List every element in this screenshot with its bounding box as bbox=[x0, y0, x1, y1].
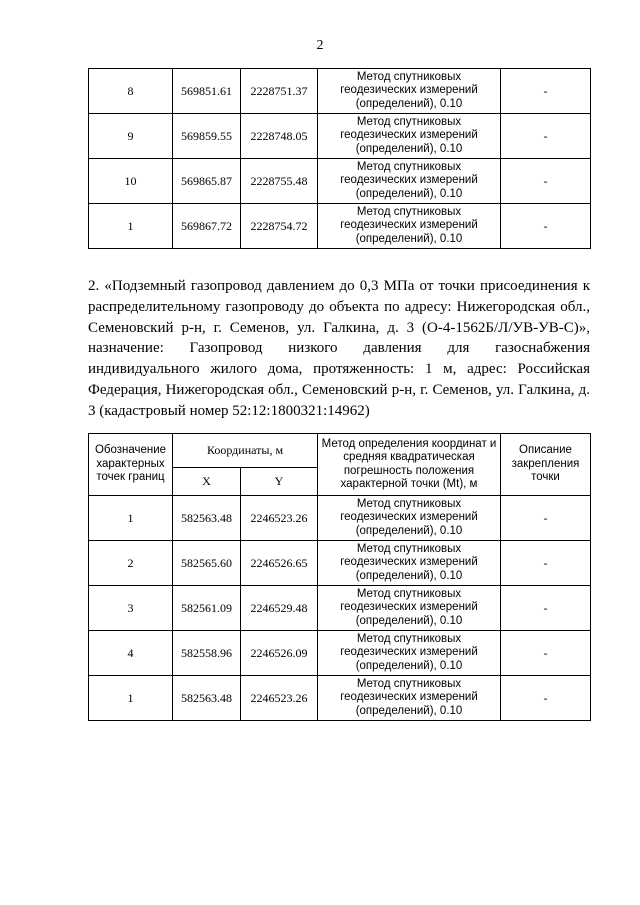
x-cell: 569851.61 bbox=[173, 69, 241, 114]
table-row bbox=[89, 631, 591, 676]
table-row bbox=[89, 676, 591, 721]
fixation-cell: - bbox=[501, 69, 591, 114]
method-cell: Метод спутниковых геодезических измерений (определений), 0.10 bbox=[318, 69, 501, 114]
table-header-row bbox=[89, 434, 591, 468]
method-cell: Метод спутниковых геодезических измерений (определений), 0.10 bbox=[318, 159, 501, 204]
point-cell: 1 bbox=[89, 676, 173, 721]
header-coordinates: Координаты, м bbox=[173, 434, 318, 468]
point-cell: 9 bbox=[89, 114, 173, 159]
method-cell: Метод спутниковых геодезических измерений (определений), 0.10 bbox=[318, 114, 501, 159]
point-cell: 8 bbox=[89, 69, 173, 114]
header-method: Метод определения координат и средняя квадратическая погрешность положения характерной точки (Mt), м bbox=[318, 434, 501, 496]
point-cell: 1 bbox=[89, 496, 173, 541]
table-row bbox=[89, 114, 591, 159]
x-cell: 569867.72 bbox=[173, 204, 241, 249]
y-cell: 2228755.48 bbox=[241, 159, 318, 204]
x-cell: 569865.87 bbox=[173, 159, 241, 204]
fixation-cell: - bbox=[501, 496, 591, 541]
y-cell: 2246529.48 bbox=[241, 586, 318, 631]
table-row bbox=[89, 496, 591, 541]
table-row bbox=[89, 586, 591, 631]
y-cell: 2246526.65 bbox=[241, 541, 318, 586]
fixation-cell: - bbox=[501, 114, 591, 159]
fixation-cell: - bbox=[501, 631, 591, 676]
coordinates-table-continued bbox=[88, 68, 591, 249]
fixation-cell: - bbox=[501, 204, 591, 249]
x-cell: 582563.48 bbox=[173, 496, 241, 541]
table-row bbox=[89, 159, 591, 204]
point-cell: 10 bbox=[89, 159, 173, 204]
y-cell: 2228751.37 bbox=[241, 69, 318, 114]
header-point: Обозначение характерных точек границ bbox=[89, 434, 173, 496]
table-row bbox=[89, 204, 591, 249]
table-row bbox=[89, 69, 591, 114]
method-cell: Метод спутниковых геодезических измерений (определений), 0.10 bbox=[318, 631, 501, 676]
x-cell: 582565.60 bbox=[173, 541, 241, 586]
coordinates-table bbox=[88, 433, 591, 721]
x-cell: 582561.09 bbox=[173, 586, 241, 631]
fixation-cell: - bbox=[501, 586, 591, 631]
method-cell: Метод спутниковых геодезических измерений (определений), 0.10 bbox=[318, 676, 501, 721]
method-cell: Метод спутниковых геодезических измерений (определений), 0.10 bbox=[318, 541, 501, 586]
y-cell: 2246523.26 bbox=[241, 676, 318, 721]
point-cell: 4 bbox=[89, 631, 173, 676]
y-cell: 2228754.72 bbox=[241, 204, 318, 249]
fixation-cell: - bbox=[501, 541, 591, 586]
x-cell: 582563.48 bbox=[173, 676, 241, 721]
y-cell: 2246523.26 bbox=[241, 496, 318, 541]
x-cell: 582558.96 bbox=[173, 631, 241, 676]
header-fixation: Описание закрепления точки bbox=[501, 434, 591, 496]
method-cell: Метод спутниковых геодезических измерений (определений), 0.10 bbox=[318, 204, 501, 249]
method-cell: Метод спутниковых геодезических измерений (определений), 0.10 bbox=[318, 586, 501, 631]
fixation-cell: - bbox=[501, 676, 591, 721]
table-row bbox=[89, 541, 591, 586]
object-description-paragraph: 2. «Подземный газопровод давлением до 0,3 МПа от точки присоединения к распределительному газопроводу до объекта по адресу: Нижегородская обл., Семеновский р-н, г. Семенов, ул. Галкина, д. 3 (О-4-1562Б/Л/УВ-УВ-С)», назначение: Газопровод низкого давления для газоснабжения индивидуального жилого дома, протяженность: 1 м, адрес: Российская Федерация, Нижегородская обл., Семеновский р-н, г. Семенов, ул. Галкина, д. 3 (кадастровый номер 52:12:1800321:14962) bbox=[88, 278, 590, 419]
header-x: X bbox=[173, 468, 241, 496]
header-y: Y bbox=[241, 468, 318, 496]
fixation-cell: - bbox=[501, 159, 591, 204]
method-cell: Метод спутниковых геодезических измерений (определений), 0.10 bbox=[318, 496, 501, 541]
point-cell: 1 bbox=[89, 204, 173, 249]
point-cell: 2 bbox=[89, 541, 173, 586]
point-cell: 3 bbox=[89, 586, 173, 631]
y-cell: 2246526.09 bbox=[241, 631, 318, 676]
y-cell: 2228748.05 bbox=[241, 114, 318, 159]
x-cell: 569859.55 bbox=[173, 114, 241, 159]
page-number: 2 bbox=[316, 38, 324, 53]
